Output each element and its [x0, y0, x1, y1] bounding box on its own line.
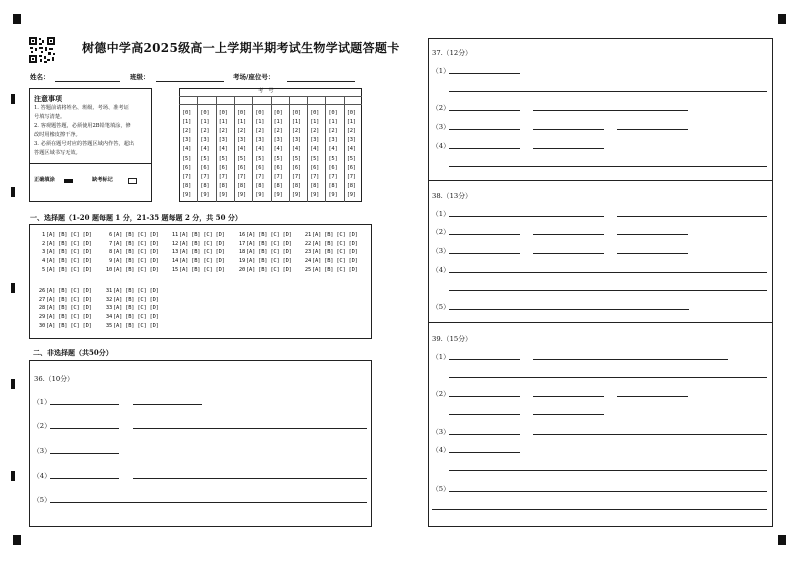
exam-digit-bubble[interactable]: [4]: [236, 146, 247, 153]
exam-digit-bubble[interactable]: [4]: [291, 146, 301, 153]
exam-digit-bubble[interactable]: [7]: [291, 173, 301, 180]
question-number: 32: [105, 296, 112, 303]
exam-digit-bubble[interactable]: [2]: [236, 128, 247, 135]
notes-text: 1. 答题前请将姓名、班级、考场、准考证 号填写清楚。 2. 客观题答题，必须使用2B铅笔填涂，修 改时用橡皮擦干净。 3. 必须在题号对应的答题区域内作答，超出 答题区域书写无效。: [34, 105, 134, 156]
q37-part-4: （4）: [432, 142, 450, 150]
question-number: 24: [304, 258, 311, 265]
exam-digit-bubble[interactable]: [4]: [255, 146, 265, 153]
exam-grid-line: [252, 96, 253, 202]
choice-options[interactable]: [A] [B] [C] [D]: [246, 232, 292, 238]
question-number: 31: [105, 288, 112, 294]
choice-options[interactable]: [A] [B] [C] [D]: [46, 314, 92, 321]
exam-digit-bubble[interactable]: [5]: [310, 155, 320, 162]
answer-line[interactable]: [449, 234, 520, 235]
choice-options[interactable]: [A] [B] [C] [D]: [46, 258, 92, 265]
q38-title: 38.（13分）: [432, 192, 472, 200]
name-label: 姓名：: [30, 73, 50, 81]
exam-digit-bubble[interactable]: [5]: [328, 155, 338, 162]
exam-grid-line: [289, 96, 290, 202]
exam-digit-bubble[interactable]: [3]: [310, 137, 320, 144]
exam-grid-line: [344, 96, 345, 202]
exam-digit-bubble[interactable]: [4]: [346, 146, 356, 153]
question-number: 6: [108, 232, 112, 238]
exam-digit-bubble[interactable]: [5]: [218, 155, 228, 162]
question-number: 11: [171, 232, 178, 238]
registration-mark: [13, 14, 21, 24]
exam-digit-bubble[interactable]: [0]: [310, 110, 320, 116]
choice-options[interactable]: [A] [B] [C] [D]: [113, 296, 159, 303]
question-number: 21: [304, 232, 311, 238]
choice-options[interactable]: [A] [B] [C] [D]: [113, 305, 159, 312]
exam-digit-bubble[interactable]: [6]: [182, 164, 192, 171]
side-mark: [11, 283, 15, 293]
exam-digit-bubble[interactable]: [4]: [200, 146, 210, 153]
answer-line[interactable]: [50, 453, 119, 454]
question-number: 1: [41, 232, 45, 238]
exam-digit-bubble[interactable]: [3]: [346, 137, 356, 144]
answer-line[interactable]: [533, 359, 728, 360]
section1-title: 一、选择题（1-20 题每题 1 分，21-35 题每题 2 分，共 50 分）: [30, 213, 242, 222]
question-number: 27: [38, 296, 45, 303]
choice-options[interactable]: [A] [B] [C] [D]: [113, 322, 159, 329]
exam-digit-bubble[interactable]: [1]: [200, 119, 210, 126]
registration-mark: [778, 535, 786, 545]
choice-options[interactable]: [A] [B] [C] [D]: [113, 288, 159, 294]
choice-options[interactable]: [A] [B] [C] [D]: [246, 258, 292, 265]
answer-line[interactable]: [449, 253, 520, 254]
answer-line[interactable]: [449, 129, 520, 130]
q39-part-1: （1）: [432, 353, 450, 361]
answer-line[interactable]: [50, 404, 119, 405]
exam-digit-bubble[interactable]: [5]: [200, 155, 210, 162]
q36-part-2: （2）: [33, 422, 51, 430]
choice-options[interactable]: [A] [B] [C] [D]: [179, 232, 225, 238]
answer-line[interactable]: [533, 148, 604, 149]
right-page-box: [428, 38, 773, 527]
exam-digit-bubble[interactable]: [9]: [346, 191, 356, 198]
q37-part-1: （1）: [432, 67, 450, 75]
choice-options[interactable]: [A] [B] [C] [D]: [246, 266, 292, 273]
exam-digit-bubble[interactable]: [6]: [255, 164, 265, 171]
answer-line[interactable]: [449, 290, 767, 291]
exam-digit-bubble[interactable]: [6]: [328, 164, 338, 171]
exam-digit-bubble[interactable]: [6]: [310, 164, 320, 171]
choice-options[interactable]: [A] [B] [C] [D]: [312, 240, 358, 247]
exam-digit-bubble[interactable]: [5]: [236, 155, 247, 162]
class-label: 班级：: [130, 73, 150, 81]
absent-mark-label: 缺考标记: [92, 177, 113, 183]
exam-digit-bubble[interactable]: [7]: [218, 173, 228, 180]
question-number: 18: [238, 249, 245, 256]
answer-line[interactable]: [449, 414, 520, 415]
answer-line[interactable]: [449, 166, 767, 167]
question-number: 33: [105, 305, 112, 312]
exam-grid-line: [271, 96, 272, 202]
exam-digit-bubble[interactable]: [3]: [236, 137, 247, 144]
section2-title: 二、非选择题（共50分）: [33, 348, 113, 357]
answer-line[interactable]: [133, 404, 202, 405]
exam-digit-bubble[interactable]: [8]: [273, 182, 283, 189]
exam-digit-bubble[interactable]: [0]: [182, 110, 192, 116]
exam-digit-bubble[interactable]: [7]: [310, 173, 320, 180]
q36-part-5: （5）: [33, 496, 51, 504]
choice-options[interactable]: [A] [B] [C] [D]: [179, 240, 225, 247]
exam-digit-bubble[interactable]: [1]: [346, 119, 356, 126]
choice-options[interactable]: [A] [B] [C] [D]: [113, 266, 159, 273]
question-number: 17: [238, 240, 245, 247]
answer-line[interactable]: [432, 509, 767, 510]
answer-line[interactable]: [449, 309, 689, 310]
question-number: 26: [38, 288, 45, 294]
question-number: 2: [41, 240, 45, 247]
exam-digit-bubble[interactable]: [8]: [310, 182, 320, 189]
exam-digit-bubble[interactable]: [6]: [291, 164, 301, 171]
answer-line[interactable]: [449, 91, 767, 92]
question-number: 20: [238, 266, 245, 273]
exam-digit-bubble[interactable]: [3]: [273, 137, 283, 144]
exam-digit-bubble[interactable]: [5]: [273, 155, 283, 162]
question-number: 13: [171, 249, 178, 256]
answer-line[interactable]: [533, 110, 688, 111]
question-number: 4: [41, 258, 45, 265]
exam-digit-bubble[interactable]: [7]: [273, 173, 283, 180]
exam-grid-line: [197, 96, 198, 202]
question-number: 8: [108, 249, 112, 256]
question-number: 12: [171, 240, 178, 247]
exam-digit-bubble[interactable]: [3]: [182, 137, 192, 144]
question-number: 9: [108, 258, 112, 265]
exam-digit-bubble[interactable]: [0]: [255, 110, 265, 116]
choice-options[interactable]: [A] [B] [C] [D]: [312, 232, 358, 238]
exam-digit-bubble[interactable]: [1]: [328, 119, 338, 126]
exam-digit-bubble[interactable]: [2]: [182, 128, 192, 135]
question-number: 14: [171, 258, 178, 265]
choice-options[interactable]: [A] [B] [C] [D]: [113, 258, 159, 265]
exam-digit-bubble[interactable]: [7]: [346, 173, 356, 180]
correct-fill-label: 正确填涂: [34, 177, 55, 183]
choice-options[interactable]: [A] [B] [C] [D]: [113, 240, 159, 247]
exam-digit-bubble[interactable]: [9]: [291, 191, 301, 198]
answer-line[interactable]: [449, 377, 767, 378]
notes-divider: [29, 163, 152, 164]
q37-title: 37.（12分）: [432, 49, 472, 57]
room-field[interactable]: [287, 81, 355, 82]
exam-digit-bubble[interactable]: [5]: [255, 155, 265, 162]
exam-digit-bubble[interactable]: [2]: [218, 128, 228, 135]
exam-digit-bubble[interactable]: [1]: [236, 119, 247, 126]
exam-digit-bubble[interactable]: [9]: [255, 191, 265, 198]
exam-digit-bubble[interactable]: [1]: [291, 119, 301, 126]
choice-options[interactable]: [A] [B] [C] [D]: [113, 249, 159, 256]
exam-digit-bubble[interactable]: [3]: [328, 137, 338, 144]
exam-digit-bubble[interactable]: [7]: [236, 173, 247, 180]
question-number: 23: [304, 249, 311, 256]
answer-line[interactable]: [133, 428, 367, 429]
exam-digit-bubble[interactable]: [1]: [218, 119, 228, 126]
answer-line[interactable]: [449, 148, 520, 149]
answer-line[interactable]: [533, 434, 767, 435]
q39-part-4: （4）: [432, 446, 450, 454]
question-number: 3: [41, 249, 45, 256]
answer-line[interactable]: [533, 253, 604, 254]
choice-options[interactable]: [A] [B] [C] [D]: [113, 314, 159, 321]
exam-digit-bubble[interactable]: [1]: [182, 119, 192, 126]
question-number: 19: [238, 258, 245, 265]
exam-digit-bubble[interactable]: [9]: [182, 191, 192, 198]
exam-grid-line: [307, 96, 308, 202]
exam-digit-bubble[interactable]: [5]: [291, 155, 301, 162]
exam-digit-bubble[interactable]: [9]: [328, 191, 338, 198]
exam-digit-bubble[interactable]: [3]: [218, 137, 228, 144]
exam-digit-bubble[interactable]: [0]: [200, 110, 210, 116]
choice-options[interactable]: [A] [B] [C] [D]: [46, 266, 92, 273]
answer-line[interactable]: [449, 73, 520, 74]
exam-digit-bubble[interactable]: [0]: [328, 110, 338, 116]
q39-part-3: （3）: [432, 428, 450, 436]
choice-options[interactable]: [A] [B] [C] [D]: [312, 266, 358, 273]
absent-checkbox[interactable]: [128, 178, 137, 184]
q36-part-4: （4）: [33, 472, 51, 480]
q37-part-3: （3）: [432, 123, 450, 131]
exam-digit-bubble[interactable]: [6]: [200, 164, 210, 171]
exam-digit-bubble[interactable]: [7]: [182, 173, 192, 180]
exam-digit-bubble[interactable]: [2]: [310, 128, 320, 135]
q38-part-5: （5）: [432, 303, 450, 311]
answer-line[interactable]: [449, 452, 520, 453]
question-number: 10: [105, 266, 112, 273]
answer-line[interactable]: [533, 414, 604, 415]
q38-part-2: （2）: [432, 228, 450, 236]
question-number: 30: [38, 322, 45, 329]
q39-title: 39.（15分）: [432, 335, 472, 343]
choice-options[interactable]: [A] [B] [C] [D]: [246, 240, 292, 247]
exam-digit-bubble[interactable]: [0]: [218, 110, 228, 116]
q38-part-3: （3）: [432, 247, 450, 255]
choice-options[interactable]: [A] [B] [C] [D]: [179, 258, 225, 265]
choice-options[interactable]: [A] [B] [C] [D]: [46, 232, 92, 238]
name-field[interactable]: [55, 81, 120, 82]
exam-digit-bubble[interactable]: [4]: [273, 146, 283, 153]
answer-line[interactable]: [133, 478, 367, 479]
page-title: 树德中学高2025级高一上学期半期考试生物学试题答题卡: [82, 41, 400, 55]
exam-digit-bubble[interactable]: [8]: [328, 182, 338, 189]
answer-line[interactable]: [617, 129, 688, 130]
choice-options[interactable]: [A] [B] [C] [D]: [46, 288, 92, 294]
answer-line[interactable]: [449, 216, 604, 217]
choice-options[interactable]: [A] [B] [C] [D]: [312, 249, 358, 256]
choice-options[interactable]: [A] [B] [C] [D]: [113, 232, 159, 238]
exam-grid-line: [234, 96, 235, 202]
answer-line[interactable]: [449, 434, 520, 435]
question-number: 35: [105, 322, 112, 329]
notes-title: 注意事项: [34, 94, 62, 103]
exam-digit-bubble[interactable]: [5]: [346, 155, 356, 162]
registration-mark: [13, 535, 21, 545]
answer-line[interactable]: [50, 502, 367, 503]
answer-line[interactable]: [617, 216, 767, 217]
choice-options[interactable]: [A] [B] [C] [D]: [179, 249, 225, 256]
answer-line[interactable]: [533, 234, 604, 235]
q37-part-2: （2）: [432, 104, 450, 112]
q36-title: 36.（10分）: [34, 375, 74, 383]
exam-digit-bubble[interactable]: [3]: [291, 137, 301, 144]
exam-digit-bubble[interactable]: [2]: [273, 128, 283, 135]
exam-digit-bubble[interactable]: [8]: [236, 182, 247, 189]
answer-line[interactable]: [50, 428, 119, 429]
exam-digit-bubble[interactable]: [8]: [200, 182, 210, 189]
exam-digit-bubble[interactable]: [0]: [291, 110, 301, 116]
question-number: 16: [238, 232, 245, 238]
choice-options[interactable]: [A] [B] [C] [D]: [46, 322, 92, 329]
room-label: 考场/座位号：: [233, 73, 275, 81]
exam-digit-bubble[interactable]: [0]: [346, 110, 356, 116]
exam-digit-bubble[interactable]: [9]: [273, 191, 283, 198]
exam-digit-bubble[interactable]: [9]: [236, 191, 247, 198]
exam-digit-bubble[interactable]: [0]: [273, 110, 283, 116]
exam-digit-bubble[interactable]: [7]: [255, 173, 265, 180]
exam-digit-bubble[interactable]: [0]: [236, 110, 247, 116]
exam-digit-bubble[interactable]: [2]: [255, 128, 265, 135]
side-mark: [11, 187, 15, 197]
choice-options[interactable]: [A] [B] [C] [D]: [46, 240, 92, 247]
exam-digit-bubble[interactable]: [1]: [310, 119, 320, 126]
registration-mark: [778, 14, 786, 24]
choice-options[interactable]: [A] [B] [C] [D]: [46, 305, 92, 312]
answer-line[interactable]: [617, 396, 688, 397]
exam-digit-bubble[interactable]: [9]: [218, 191, 228, 198]
exam-digit-bubble[interactable]: [1]: [273, 119, 283, 126]
choice-options[interactable]: [A] [B] [C] [D]: [312, 258, 358, 265]
exam-digit-bubble[interactable]: [3]: [255, 137, 265, 144]
exam-digit-bubble[interactable]: [4]: [310, 146, 320, 153]
side-mark: [11, 471, 15, 481]
question-number: 5: [41, 266, 45, 273]
q39-part-5: （5）: [432, 485, 450, 493]
answer-line[interactable]: [449, 359, 520, 360]
question-number: 25: [304, 266, 311, 273]
answer-line[interactable]: [50, 478, 119, 479]
choice-options[interactable]: [A] [B] [C] [D]: [179, 266, 225, 273]
choice-options[interactable]: [A] [B] [C] [D]: [46, 249, 92, 256]
question-number: 7: [108, 240, 112, 247]
exam-digit-bubble[interactable]: [2]: [328, 128, 338, 135]
exam-digit-bubble[interactable]: [6]: [218, 164, 228, 171]
exam-digit-bubble[interactable]: [6]: [236, 164, 247, 171]
exam-digit-bubble[interactable]: [4]: [218, 146, 228, 153]
question-number: 22: [304, 240, 311, 247]
exam-digit-bubble[interactable]: [2]: [200, 128, 210, 135]
exam-digit-bubble[interactable]: [8]: [218, 182, 228, 189]
correct-fill-sample: [64, 179, 73, 183]
choice-options[interactable]: [A] [B] [C] [D]: [246, 249, 292, 256]
exam-digit-bubble[interactable]: [7]: [328, 173, 338, 180]
exam-digit-bubble[interactable]: [6]: [346, 164, 356, 171]
question-number: 29: [38, 314, 45, 321]
exam-digit-bubble[interactable]: [7]: [200, 173, 210, 180]
exam-digit-bubble[interactable]: [2]: [346, 128, 356, 135]
question-number: 15: [171, 266, 178, 273]
answer-line[interactable]: [449, 110, 520, 111]
q36-part-3: （3）: [33, 447, 51, 455]
exam-digit-bubble[interactable]: [9]: [200, 191, 210, 198]
section-divider: [428, 180, 773, 181]
answer-line[interactable]: [449, 396, 520, 397]
exam-digit-bubble[interactable]: [8]: [182, 182, 192, 189]
exam-digit-bubble[interactable]: [2]: [291, 128, 301, 135]
exam-digit-bubble[interactable]: [4]: [328, 146, 338, 153]
qr-code-icon: [29, 37, 55, 63]
exam-digit-bubble[interactable]: [8]: [291, 182, 301, 189]
exam-digit-bubble[interactable]: [6]: [273, 164, 283, 171]
answer-line[interactable]: [617, 253, 688, 254]
answer-line[interactable]: [617, 234, 688, 235]
q39-part-2: （2）: [432, 390, 450, 398]
exam-digit-bubble[interactable]: [9]: [310, 191, 320, 198]
choice-options[interactable]: [A] [B] [C] [D]: [46, 296, 92, 303]
exam-number-title: 考 号: [258, 88, 274, 94]
exam-grid-line: [325, 96, 326, 202]
exam-digit-bubble[interactable]: [4]: [182, 146, 192, 153]
q36-part-1: （1）: [33, 398, 51, 406]
section-divider: [428, 322, 773, 323]
q38-part-1: （1）: [432, 210, 450, 218]
answer-line[interactable]: [449, 470, 767, 471]
answer-line[interactable]: [449, 272, 767, 273]
exam-digit-bubble[interactable]: [8]: [255, 182, 265, 189]
exam-digit-bubble[interactable]: [8]: [346, 182, 356, 189]
answer-line[interactable]: [449, 491, 767, 492]
question-number: 28: [38, 305, 45, 312]
exam-digit-bubble[interactable]: [5]: [182, 155, 192, 162]
side-mark: [11, 94, 15, 104]
question-number: 34: [105, 314, 112, 321]
side-mark: [11, 379, 15, 389]
exam-digit-bubble[interactable]: [1]: [255, 119, 265, 126]
answer-line[interactable]: [533, 129, 604, 130]
exam-grid-line: [216, 96, 217, 202]
class-field[interactable]: [156, 81, 224, 82]
answer-line[interactable]: [533, 396, 604, 397]
exam-digit-bubble[interactable]: [3]: [200, 137, 210, 144]
q38-part-4: （4）: [432, 266, 450, 274]
